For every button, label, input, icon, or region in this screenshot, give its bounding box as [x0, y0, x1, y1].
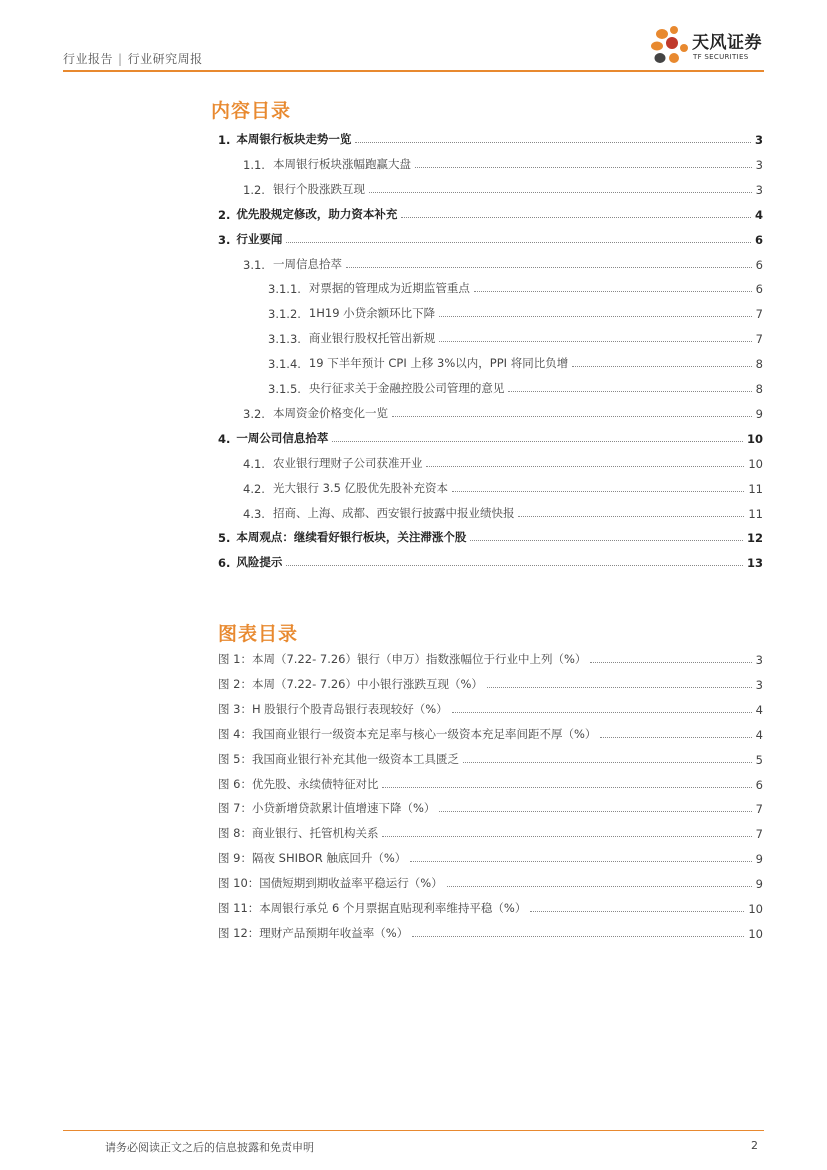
toc-entry-number: 3.1.4. [268, 357, 301, 372]
toc-entry-page: 13 [746, 556, 763, 571]
figure-entry-page: 9 [755, 852, 763, 867]
header-separator: | [118, 51, 123, 66]
toc-entry-page: 4 [754, 207, 763, 222]
toc-leader-dots [439, 341, 751, 342]
figure-entry-number: 图 3： [218, 701, 252, 716]
figure-leader-dots [447, 886, 752, 887]
toc-entry[interactable] [268, 278, 763, 296]
figure-entry-page: 3 [755, 653, 763, 667]
figure-entry-label: 小贷新增贷款累计值增速下降（%） [251, 801, 436, 816]
toc-entry-number: 3.1.1. [268, 282, 301, 297]
company-logo [650, 24, 765, 70]
toc-entry-label: 本周银行板块走势一览 [236, 132, 352, 146]
figure-entry-number: 图 8： [218, 826, 252, 841]
toc-leader-dots [401, 217, 751, 218]
toc-entry[interactable] [243, 254, 763, 272]
toc-leader-dots [572, 366, 751, 367]
toc-leader-dots [369, 192, 752, 193]
toc-entry-label: 招商、上海、成都、西安银行披露中报业绩快报 [272, 505, 515, 520]
figure-entry-page: 5 [755, 752, 763, 767]
figure-entry-label: 隔夜 SHIBOR 触底回升（%） [251, 851, 407, 866]
toc-entry-label: 行业要闻 [236, 231, 283, 246]
toc-entry[interactable] [268, 378, 763, 396]
figure-leader-dots [382, 836, 751, 837]
toc-entry-label: 本周观点：继续看好银行板块，关注滞涨个股 [236, 530, 467, 545]
toc-entry[interactable] [218, 129, 763, 147]
figure-entry-page: 4 [755, 727, 763, 742]
toc-entry-number: 3.2. [243, 406, 265, 421]
figure-leader-dots [590, 662, 751, 663]
figure-entry-label: 我国商业银行补充其他一级资本工具匮乏 [251, 751, 459, 766]
report-category: 行业报告 [63, 52, 114, 66]
toc-entry[interactable] [218, 204, 763, 222]
toc-entry-number: 6. [218, 556, 231, 571]
figure-entry-number: 图 2： [218, 676, 252, 691]
toc-entry-label: 农业银行理财子公司获准开业 [272, 455, 423, 470]
figure-entry[interactable] [218, 774, 763, 792]
toc-entry-page: 6 [755, 257, 763, 272]
report-header [63, 50, 203, 67]
toc-leader-dots [286, 242, 751, 243]
toc-entry[interactable] [243, 453, 763, 471]
figure-entry-page: 3 [755, 677, 763, 692]
toc-title: 内容目录 [211, 100, 292, 122]
toc-entry-page: 11 [748, 481, 763, 496]
figure-leader-dots [487, 687, 752, 688]
toc-entry-label: 本周银行板块涨幅跑赢大盘 [272, 156, 411, 171]
figure-entry-page: 7 [755, 802, 763, 817]
figure-leader-dots [412, 936, 744, 937]
toc-entry-label: 优先股规定修改，助力资本补充 [236, 206, 398, 221]
toc-entry-label: 一周公司信息拾萃 [236, 430, 329, 445]
toc-entry-page: 8 [755, 357, 763, 372]
figure-entry-page: 4 [755, 702, 763, 717]
toc-entry-number: 4.2. [243, 481, 265, 496]
figure-leader-dots [439, 811, 751, 812]
figure-entry[interactable] [218, 848, 763, 866]
figure-entry-label: 商业银行、托管机构关系 [251, 826, 379, 841]
figure-entry-label: 我国商业银行一级资本充足率与核心一级资本充足率间距不厚（%） [251, 726, 597, 741]
toc-entry-label: 19 下半年预计 CPI 上移 3%以内，PPI 将同比负增 [308, 356, 569, 371]
toc-leader-dots [474, 291, 752, 292]
report-type: 行业研究周报 [127, 52, 203, 66]
figure-entry-number: 图 4： [218, 726, 252, 741]
toc-entry-number: 4.3. [243, 506, 265, 521]
toc-leader-dots [355, 142, 751, 143]
footer-divider [63, 1130, 764, 1131]
toc-entry-number: 5. [218, 531, 231, 546]
toc-entry-page: 6 [755, 282, 763, 297]
toc-entry-page: 7 [755, 307, 763, 322]
figure-leader-dots [410, 861, 751, 862]
toc-entry-number: 1.1. [243, 157, 265, 172]
toc-entry-page: 10 [746, 431, 763, 446]
toc-entry-label: 央行征求关于金融控股公司管理的意见 [308, 381, 505, 395]
figure-entry-page: 10 [748, 926, 763, 941]
toc-entry-number: 3.1.2. [268, 307, 301, 322]
toc-leader-dots [452, 491, 744, 492]
page-number: 2 [751, 1139, 758, 1152]
toc-leader-dots [439, 316, 751, 317]
figure-entry-label: 本周银行承兑 6 个月票据直贴现利率维持平稳（%） [259, 901, 527, 915]
toc-entry-page: 10 [748, 456, 763, 471]
figure-entry-number: 图 1： [218, 652, 252, 666]
toc-entry-label: 光大银行 3.5 亿股优先股补充资本 [272, 480, 449, 495]
toc-entry-number: 1.2. [243, 182, 265, 197]
toc-entry-label: 1H19 小贷余额环比下降 [308, 306, 436, 321]
toc-entry-number: 1. [218, 133, 231, 147]
figure-entry-label: 理财产品预期年收益率（%） [259, 925, 409, 940]
toc-entry-label: 商业银行股权托管出新规 [308, 331, 436, 346]
toc-entry-label: 银行个股涨跌互现 [272, 181, 365, 196]
figure-leader-dots [463, 762, 752, 763]
toc-entry-page: 6 [754, 232, 763, 247]
toc-leader-dots [332, 441, 743, 442]
figure-entry[interactable] [218, 798, 763, 816]
logo-flower-icon [650, 24, 690, 68]
figure-entry-number: 图 11： [218, 901, 260, 915]
figure-leader-dots [600, 737, 751, 738]
figure-entry-label: 国债短期到期收益率平稳运行（%） [259, 876, 443, 891]
figures-title: 图表目录 [218, 623, 299, 645]
toc-entry-page: 12 [746, 531, 763, 546]
figure-entry-page: 7 [755, 827, 763, 842]
figure-entry-label: H 股银行个股青岛银行表现较好（%） [251, 701, 448, 716]
toc-entry-page: 3 [754, 133, 763, 147]
figure-entry-number: 图 12： [218, 925, 260, 940]
figure-entry-page: 10 [748, 902, 763, 916]
figure-entry-page: 6 [755, 777, 763, 792]
toc-entry[interactable] [243, 478, 763, 496]
figure-entry-number: 图 6： [218, 776, 252, 791]
figure-entry-number: 图 10： [218, 876, 260, 891]
figure-entry[interactable] [218, 724, 763, 742]
toc-entry-number: 3.1.5. [268, 382, 301, 396]
toc-entry[interactable] [218, 428, 763, 446]
logo-name: 天风证券 [692, 33, 762, 53]
figure-entry[interactable] [218, 823, 763, 841]
footer-disclaimer: 请务必阅读正文之后的信息披露和免责申明 [105, 1141, 314, 1154]
toc-entry[interactable] [268, 303, 763, 321]
toc-entry-number: 4.1. [243, 456, 265, 471]
toc-entry-page: 3 [755, 157, 763, 172]
toc-entry[interactable] [268, 353, 763, 371]
figure-entry-page: 9 [755, 877, 763, 892]
toc-leader-dots [286, 565, 743, 566]
figure-leader-dots [530, 911, 744, 912]
toc-entry-number: 3. [218, 232, 231, 247]
toc-leader-dots [415, 167, 752, 168]
toc-entry-label: 本周资金价格变化一览 [272, 405, 388, 420]
toc-entry[interactable] [243, 154, 763, 172]
toc-entry[interactable] [243, 403, 763, 421]
toc-entry[interactable] [243, 503, 763, 521]
toc-entry-number: 2. [218, 207, 231, 222]
figure-entry[interactable] [218, 649, 763, 667]
header-divider [63, 70, 764, 72]
toc-entry-label: 对票据的管理成为近期监管重点 [308, 281, 470, 296]
figure-entry[interactable] [218, 674, 763, 692]
toc-entry-label: 一周信息拾萃 [272, 256, 342, 271]
toc-entry-page: 9 [755, 406, 763, 421]
toc-leader-dots [470, 540, 743, 541]
figure-entry-label: 优先股、永续债特征对比 [251, 776, 379, 791]
logo-subtitle: TF SECURITIES [693, 53, 749, 61]
toc-leader-dots [508, 391, 751, 392]
toc-entry[interactable] [243, 179, 763, 197]
figure-entry-number: 图 5： [218, 751, 252, 766]
toc-leader-dots [518, 516, 744, 517]
figure-entry-number: 图 7： [218, 801, 252, 816]
figure-leader-dots [382, 787, 751, 788]
toc-entry[interactable] [218, 527, 763, 545]
toc-leader-dots [426, 466, 744, 467]
toc-entry-page: 8 [755, 382, 763, 396]
figure-entry[interactable] [218, 749, 763, 767]
toc-entry-page: 11 [748, 506, 763, 521]
toc-entry-page: 3 [755, 182, 763, 197]
figure-entry-number: 图 9： [218, 851, 252, 866]
toc-entry-number: 3.1.3. [268, 332, 301, 347]
toc-entry-number: 3.1. [243, 257, 265, 272]
toc-entry[interactable] [268, 328, 763, 346]
toc-entry-page: 7 [755, 332, 763, 347]
toc-entry[interactable] [218, 229, 763, 247]
figure-entry[interactable] [218, 923, 763, 941]
figure-entry-label: 本周（7.22- 7.26）银行（申万）指数涨幅位于行业中上列（%） [251, 652, 587, 666]
figure-leader-dots [452, 712, 752, 713]
toc-leader-dots [392, 416, 752, 417]
figure-entry-label: 本周（7.22- 7.26）中小银行涨跌互现（%） [251, 676, 483, 691]
toc-entry-number: 4. [218, 431, 231, 446]
figure-entry[interactable] [218, 873, 763, 891]
toc-entry-label: 风险提示 [236, 555, 283, 570]
figure-entry[interactable] [218, 898, 763, 916]
toc-entry[interactable] [218, 552, 763, 570]
toc-leader-dots [346, 267, 752, 268]
figure-entry[interactable] [218, 699, 763, 717]
